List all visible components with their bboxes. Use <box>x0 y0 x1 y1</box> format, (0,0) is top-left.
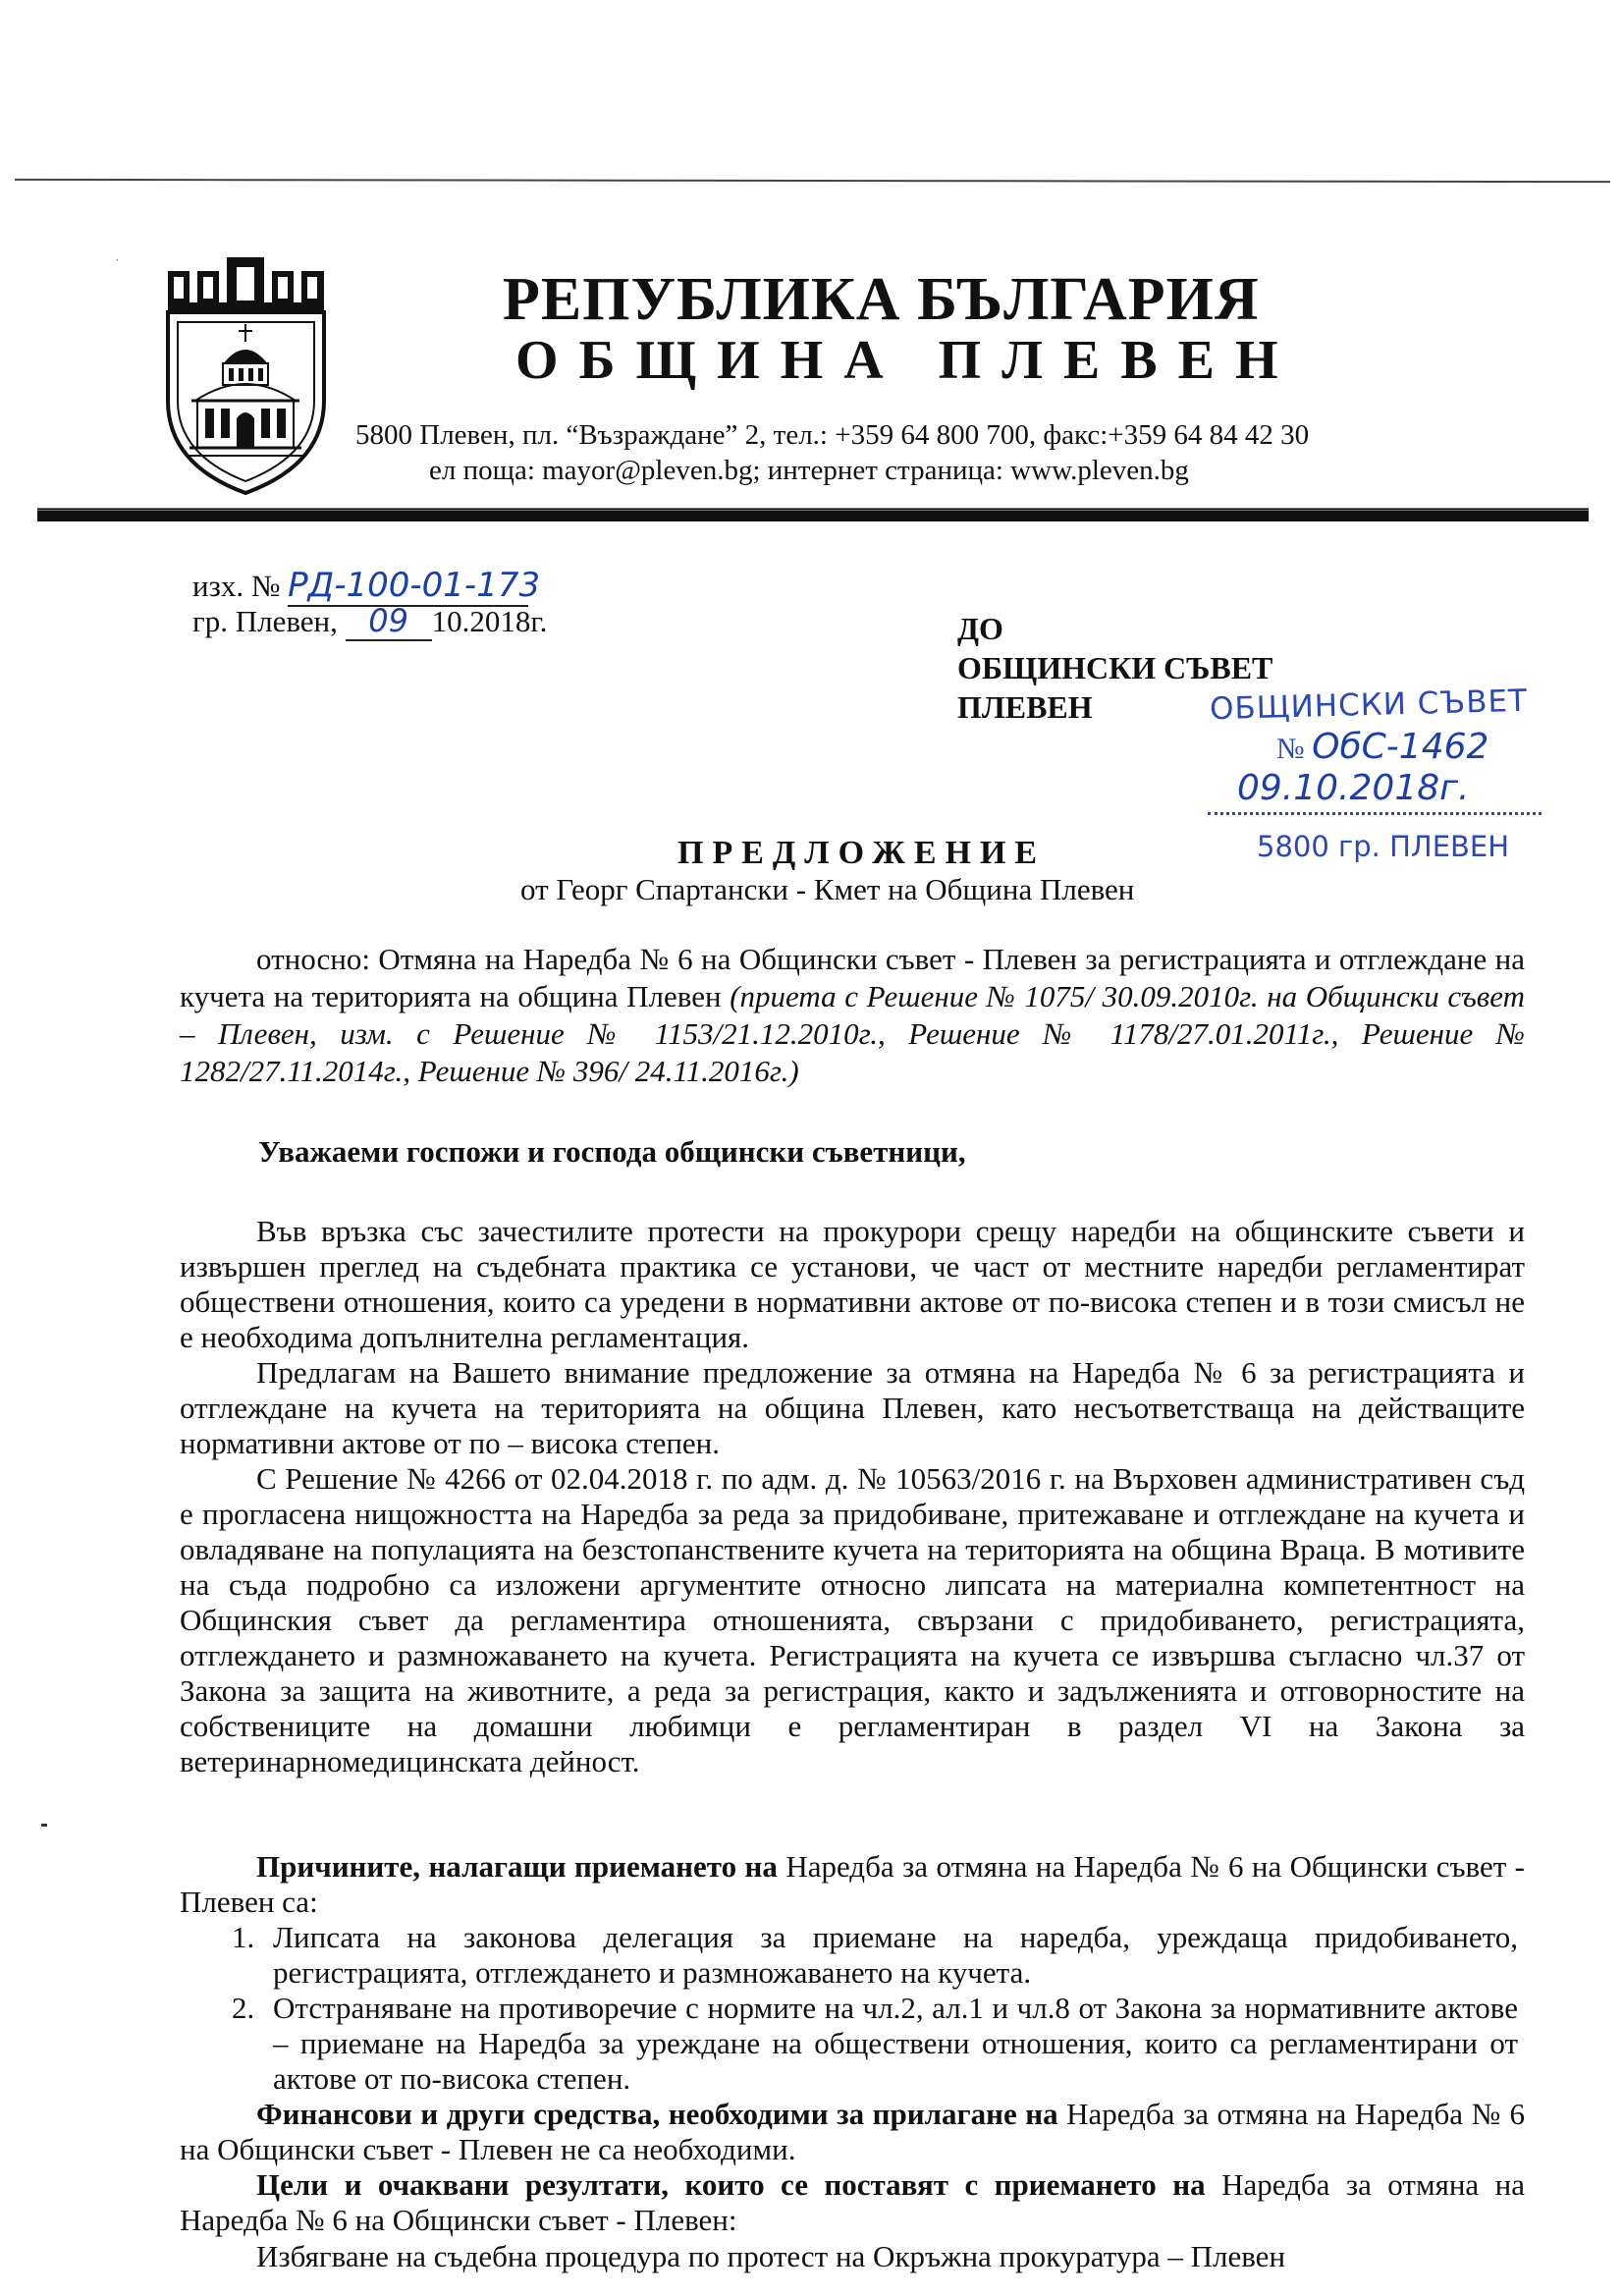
header-divider <box>37 508 1589 521</box>
paragraph-finance: Финансови и други средства, необходими за прилагане на Наредба за отмяна на Наредба № 6 на Общински съвет - Плевен не са необходими. <box>180 2097 1525 2166</box>
proposal-from: от Георг Спартански - Кмет на Община Плевен <box>520 872 1135 906</box>
date-day: 09 <box>346 602 432 641</box>
paragraph-2: Предлагам на Вашето внимание предложение за отмяна на Наредба № 6 за регистрацията и отглеждане на кучета на територията на община Плевен, като несъответстваща на действащите нормативни актове от по – висока степен. <box>180 1355 1525 1460</box>
outgoing-label: изх. № <box>192 569 281 603</box>
place-label: гр. Плевен, <box>192 604 338 638</box>
paragraph-1: Във връзка със зачестилите протести на прокурори срещу наредби на общинските съвети и извършен преглед на съдебната практика се установи, че част от местните наредби регламентират обществени отношения, които са уредени в нормативни актове от по-висока степен и в този смисъл не е необходима допълнителна регламентация. <box>180 1214 1525 1354</box>
registration-stamp <box>1208 683 1561 874</box>
contact-line: ел поща: mayor@pleven.bg; интернет страница: www.pleven.bg <box>429 455 1189 486</box>
recipient-council: ОБЩИНСКИ СЪВЕТ <box>957 650 1273 685</box>
greeting: Уважаеми госпожи и господа общински съветници, <box>258 1134 966 1169</box>
stamp-number-row <box>1276 727 1488 767</box>
proposal-subject <box>180 941 1525 1090</box>
date-row <box>192 602 547 641</box>
subject-amendments: (приета с Решение № 1075/ 30.09.2010г. на Общински съвет – Плевен, изм. с Решение № 1153/21.12.2010г., Решение № 1178/27.01.2011г., Решение № 1282/27.11.2014г., Решение № 396/ 24.11.2016г.) <box>180 979 1526 1088</box>
title-republic: РЕПУБЛИКА БЪЛГАРИЯ <box>503 266 1260 333</box>
proposal-heading: ПРЕДЛОЖЕНИЕ <box>677 835 1047 871</box>
scan-mark <box>41 1824 47 1827</box>
top-rule <box>15 179 1610 183</box>
stamp-number-label: № <box>1276 733 1305 765</box>
outgoing-number: РД-100-01-173 <box>288 566 541 605</box>
scan-mark: ˙ <box>115 257 120 272</box>
date-month-year: 10.2018г. <box>431 604 548 638</box>
paragraph-reasons: Причините, налагащи приемането на Наредба за отмяна на Наредба № 6 на Общински съвет - Плевен са: <box>180 1849 1526 1919</box>
list-item: 1. Липсата на законова делегация за приемане на наредба, уреждаща придобиването, регистрацията, отглеждането и размножаването на кучета. <box>232 1920 1518 1990</box>
stamp-org: ОБЩИНСКИ СЪВЕТ <box>1209 683 1529 728</box>
outgoing-number-row <box>192 566 541 607</box>
recipient-to: ДО <box>957 611 1003 646</box>
address-line: 5800 Плевен, пл. “Възраждане” 2, тел.: +359 64 800 700, факс:+359 64 84 42 30 <box>355 419 1310 451</box>
stamp-date: 09.10.2018г. <box>1237 768 1470 808</box>
paragraph-cut: Избягване на съдебна процедура по протест на Окръжна прокуратура – Плевен <box>256 2239 1286 2273</box>
pleven-crest-icon <box>160 253 332 497</box>
stamp-city: 5800 гр. ПЛЕВЕН <box>1257 830 1510 863</box>
stamp-number: ОбС-1462 <box>1312 727 1489 767</box>
subject-text: относно: Отмяна на Наредба № 6 на Общински съвет - Плевен за регистрацията и отглеждане на кучета на територията на община Плевен <box>180 942 1525 1013</box>
paragraph-goals: Цели и очаквани резултати, които се поставят с приемането на Наредба за отмяна на Наредба № 6 на Общински съвет - Плевен: <box>180 2167 1525 2237</box>
title-municipality: ОБЩИНА ПЛЕВЕН <box>515 330 1299 391</box>
recipient-city: ПЛЕВЕН <box>957 689 1093 725</box>
list-item: 2. Отстраняване на противоречие с нормите на чл.2, ал.1 и чл.8 от Закона за нормативните актове – приемане на Наредба за уреждане на обществени отношения, които са регламентирани от актове от по-висока степен. <box>232 1991 1518 2096</box>
stamp-dotted-line <box>1208 812 1542 815</box>
paragraph-3: С Решение № 4266 от 02.04.2018 г. по адм. д. № 10563/2016 г. на Върховен административен съд е прогласена нищожността на Наредба за реда за придобиване, притежаване и отглеждане на кучета и овладяване на популацията на безстопанствените кучета на територията на община Враца. В мотивите на съда подробно са изложени аргументите относно липсата на материална компетентност на Общинския съвет да регламентира отношенията, свързани с придобиването, регистрацията, отглеждането и размножаването на кучета. Регистрацията на кучета се извършва съгласно чл.37 от Закона за защита на животните, а реда за регистрация, както и задълженията и отговорностите на собствениците на домашни любимци е регламентиран в раздел VI на Закона за ветеринарномедицинската дейност. <box>180 1461 1525 1778</box>
